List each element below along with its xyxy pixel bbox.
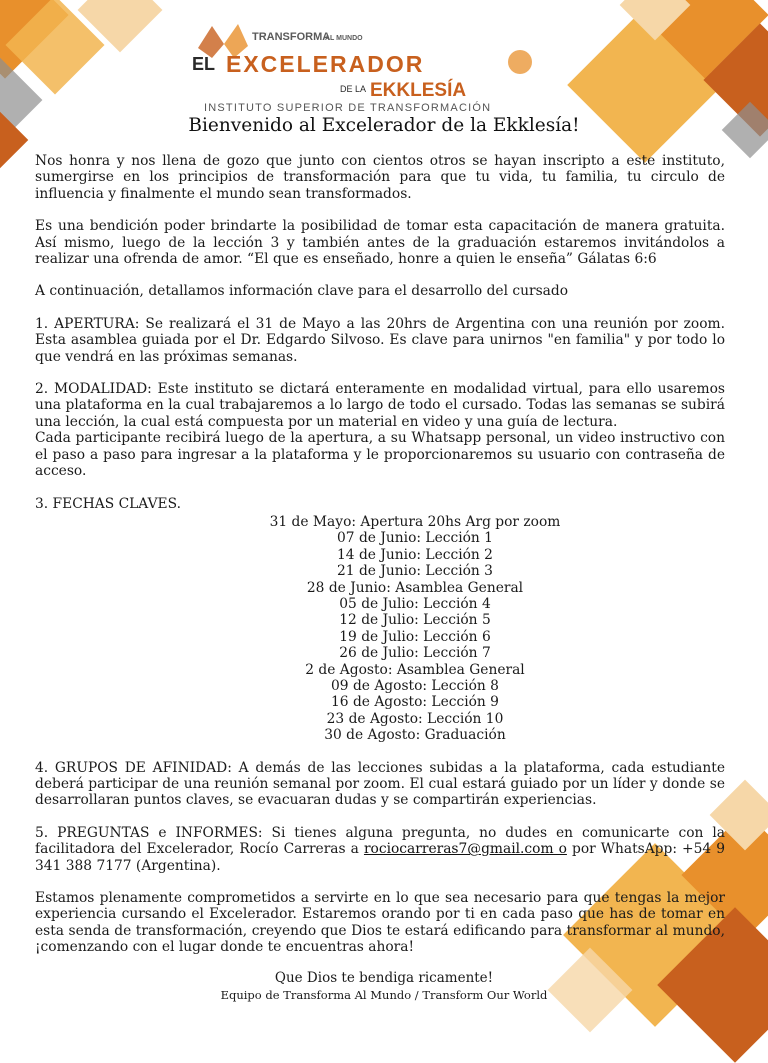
paragraph-compromiso: Estamos plenamente comprometidos a servirte en lo que sea necesario para que tengas la mejor experiencia cursando el Excelerador. Estaremos orando por ti en cada paso que has de tomar en esta senda de transformación, creyendo que Dios te estará edificando para transformar al mundo, ¡comenzando con el lugar donde te encuentras ahora! — [35, 890, 725, 956]
date-item: 05 de Julio: Lección 4 — [339, 595, 491, 612]
logo-de-la: DE LA — [340, 84, 367, 94]
paragraph-grupos: 4. GRUPOS DE AFINIDAD: A demás de las lecciones subidas a la plataforma, cada estudiante deberá participar de una reunión semanal por zoom. El cual estará guiado por un líder y donde se desarrollaran puntos claves, se evacuaran dudas y se compartirán experiencias. — [35, 759, 725, 809]
logo-el: EL — [192, 54, 216, 74]
date-item: 30 de Agosto: Graduación — [324, 727, 506, 744]
date-item: 26 de Julio: Lección 7 — [339, 645, 491, 662]
date-item: 07 de Junio: Lección 1 — [337, 530, 493, 547]
preguntas-whatsapp: por WhatsApp: +54 9 341 388 7177 (Argentina). — [35, 841, 725, 874]
logo — [190, 18, 560, 118]
signature: Equipo de Transforma Al Mundo / Transform Our World — [220, 988, 548, 1002]
fechas-heading: 3. FECHAS CLAVES. — [35, 495, 181, 512]
date-item: 19 de Julio: Lección 6 — [339, 628, 491, 645]
email-link[interactable]: rociocarreras7@gmail.com o — [363, 841, 567, 858]
date-item: 31 de Mayo: Apertura 20hs Arg por zoom — [269, 513, 561, 530]
logo-top-text: TRANSFORMA — [252, 31, 331, 43]
globe-icon — [508, 50, 532, 74]
paragraph-preguntas — [35, 825, 725, 874]
date-item: 28 de Junio: Asamblea General — [306, 579, 524, 596]
paragraph-modalidad-2: Cada participante recibirá luego de la apertura, a su Whatsapp personal, un video instructivo con el paso a paso para ingresar a la plataforma y le proporcionaremos su usuario con contraseña de acceso. — [35, 430, 725, 480]
date-item: 2 de Agosto: Asamblea General — [305, 661, 525, 678]
key-dates-list — [35, 514, 725, 744]
page-title: Bienvenido al Excelerador de la Ekklesía! — [188, 115, 580, 136]
date-item: 14 de Junio: Lección 2 — [337, 546, 493, 563]
logo-ekklesia: EKKLESÍA — [370, 80, 467, 101]
logo-brand: EXCELERADOR — [226, 51, 425, 77]
date-item: 09 de Agosto: Lección 8 — [331, 677, 499, 694]
date-item: 12 de Julio: Lección 5 — [339, 612, 491, 629]
date-item: 21 de Junio: Lección 3 — [337, 563, 493, 580]
closing-blessing: Que Dios te bendiga ricamente! — [274, 970, 494, 986]
logo-graphic — [190, 18, 560, 118]
logo-tagline: INSTITUTO SUPERIOR DE TRANSFORMACIÓN — [204, 102, 492, 114]
date-item: 16 de Agosto: Lección 9 — [331, 694, 499, 711]
paragraph-modalidad: 2. MODALIDAD: Este instituto se dictará enteramente en modalidad virtual, para ello usaremos una plataforma en la cual trabajaremos a lo largo de todo el cursado. Todas las semanas se subirá una lección, la cual está compuesta por un material en video y una guía de lectura. — [35, 381, 725, 430]
date-item: 23 de Agosto: Lección 10 — [326, 710, 504, 727]
paragraph-apertura: 1. APERTURA: Se realizará el 31 de Mayo a las 20hrs de Argentina con una reunión por zoom. Esta asamblea guiada por el Dr. Edgardo Silvoso. Es clave para unirnos "en familia" y por todo lo que vendrá en las próximas semanas. — [35, 315, 725, 365]
paragraph-intro: Nos honra y nos llena de gozo que junto con cientos otros se hayan inscripto a este instituto, sumergirse en los principios de transformación para que tu vida, tu familia, tu circulo de influencia y finalmente el mundo sean transformados. — [35, 153, 725, 202]
preguntas-text: 5. PREGUNTAS e INFORMES: Si tienes alguna pregunta, no dudes en comunicarte con la facilitadora del Excelerador, Rocío Carreras a — [35, 824, 725, 858]
letter-body — [35, 153, 725, 972]
paragraph-continuation: A continuación, detallamos información clave para el desarrollo del cursado — [35, 283, 569, 300]
logo-top-text-small: AL MUNDO — [325, 35, 363, 42]
paragraph-blessing: Es una bendición poder brindarte la posibilidad de tomar esta capacitación de manera gratuita. Así mismo, luego de la lección 3 y también antes de la graduación estaremos invitándolos a realizar una ofrenda de amor. “El que es enseñado, honre a quien le enseña” Gálatas 6:6 — [35, 218, 725, 268]
